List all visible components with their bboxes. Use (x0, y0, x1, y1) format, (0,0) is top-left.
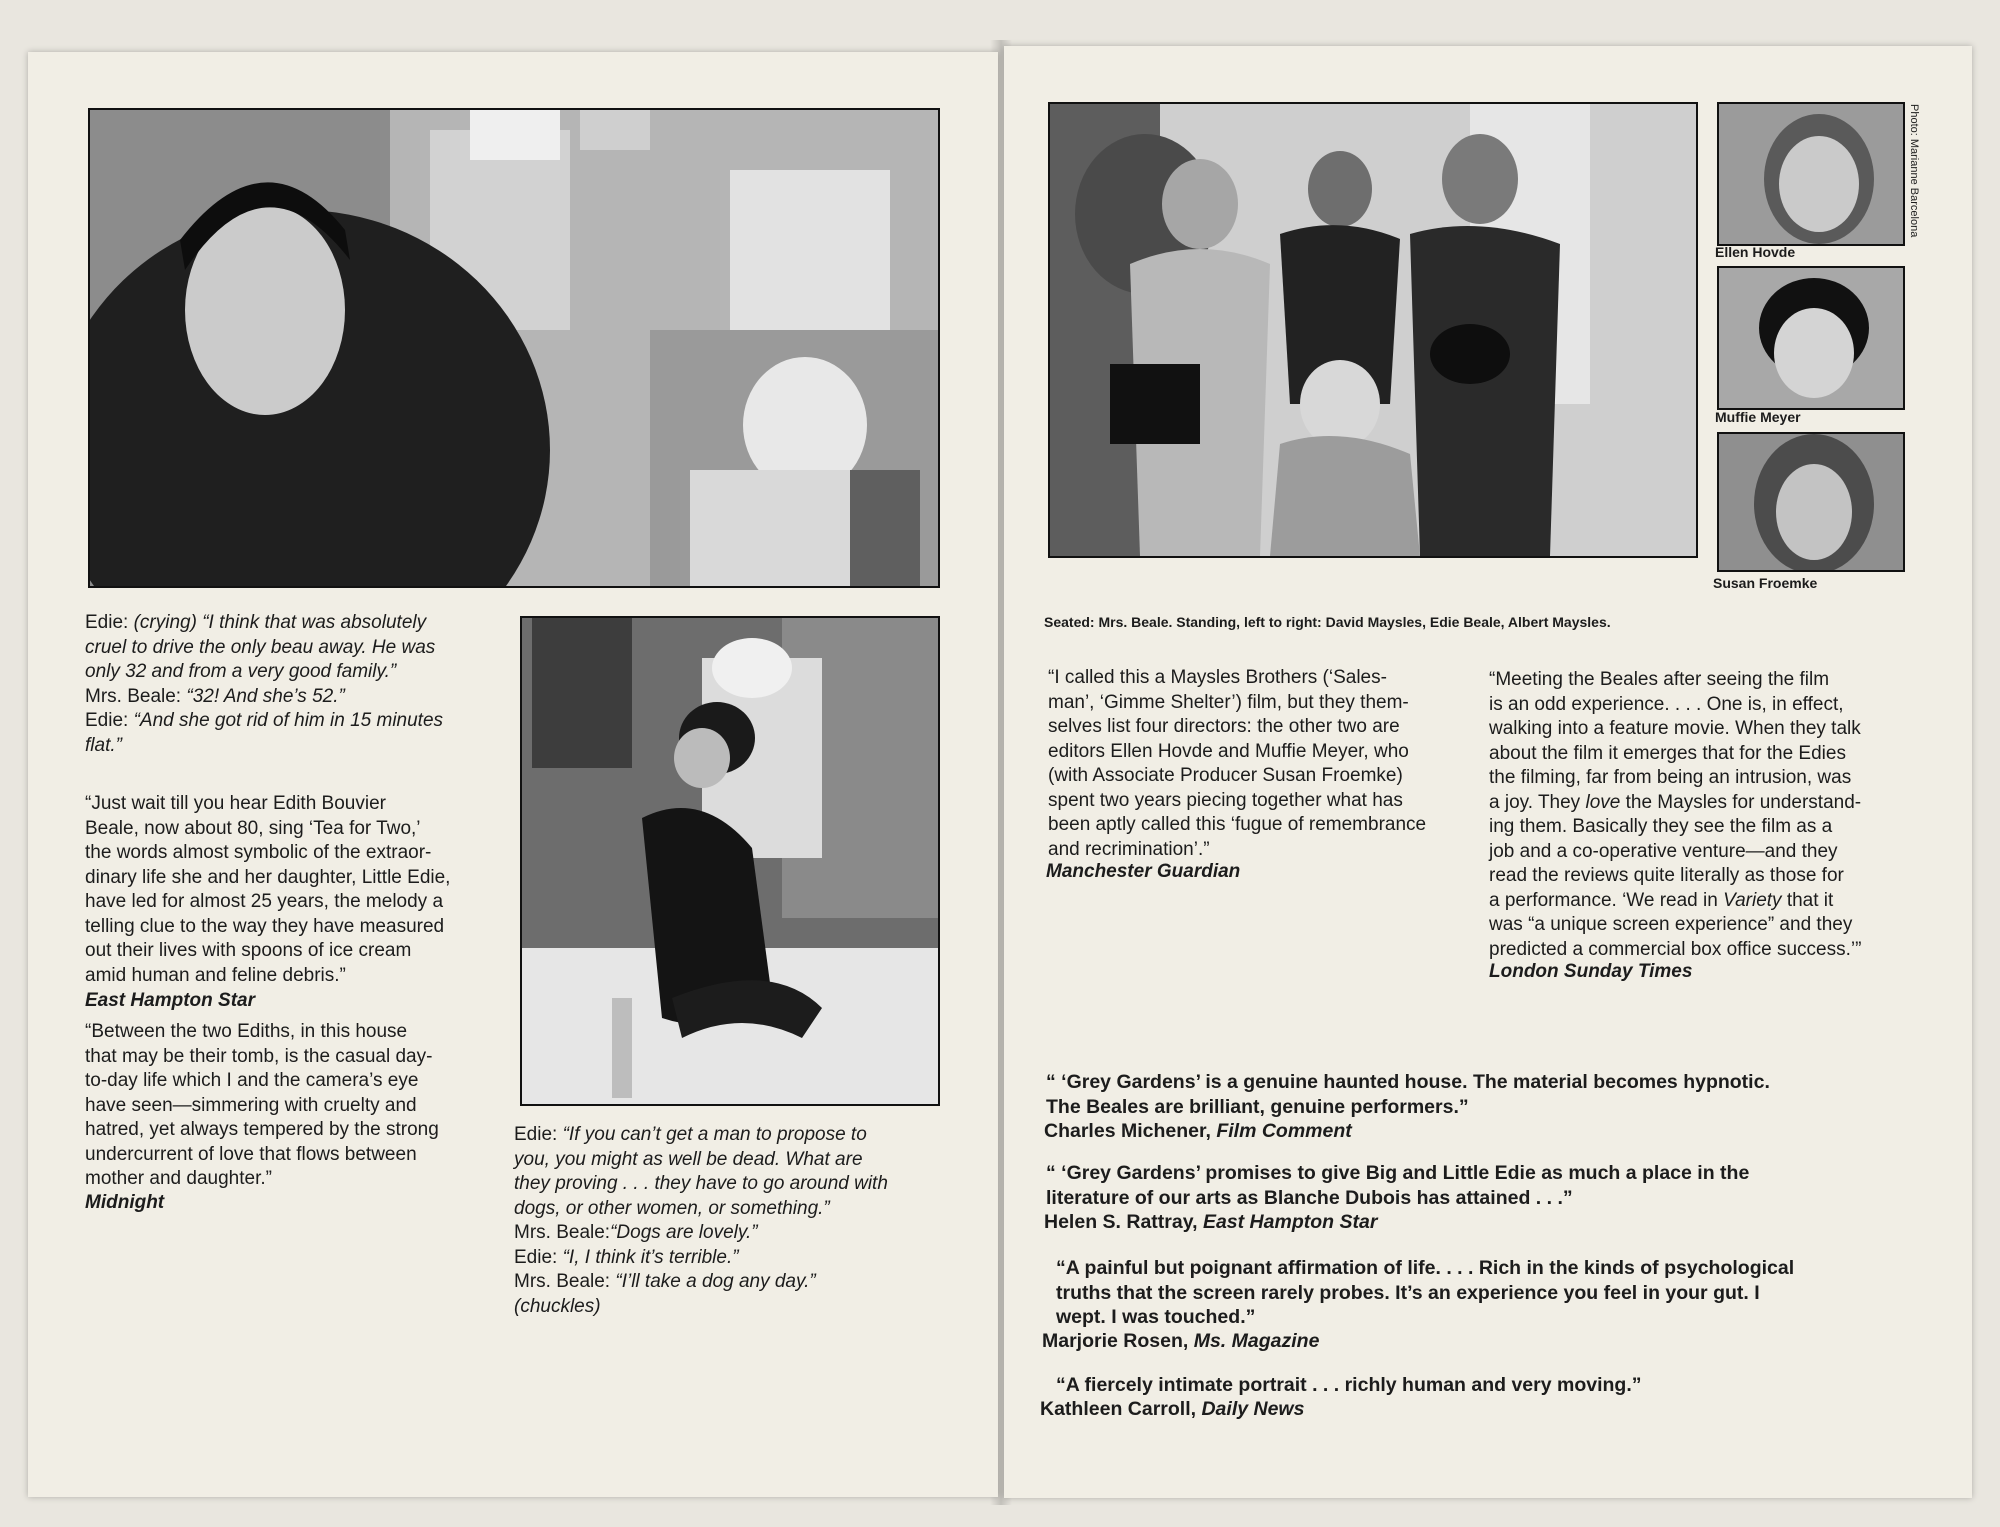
review-author: Helen S. Rattray, (1044, 1211, 1198, 1233)
quote-text: “Just wait till you hear Edith Bouvier Beale, now about 80, sing ‘Tea for Two,’ the words almost symbolic of the extraor- dinary life she and her daughter, Little Edie, have led for almost 25 years, the melody a telling clue to the way they have measured out their lives with spoons of ice cream amid human and feline debris.” (85, 793, 451, 986)
caption-bedroom-scene (85, 611, 485, 758)
quote-midnight (85, 1020, 465, 1192)
review-publication: Film Comment (1216, 1120, 1352, 1142)
quote-emphasis: Variety (1723, 889, 1782, 911)
quote-text: “I called this a Maysles Brothers (‘Sales- man’, ‘Gimme Shelter’) film, but they them- selves list four directors: the other two are editors Ellen Hovde and Muffie Meyer, who (with Associate Producer Susan Froemke) spent two years piecing together what has been aptly called this ‘fugue of remembrance and recrimination’.” (1048, 667, 1427, 860)
right-page (1004, 46, 1972, 1498)
caption-stage-direction: (crying) (133, 612, 197, 633)
photo-edie-and-mrs-beale-bedroom (88, 108, 940, 588)
caption-speaker: Edie: (85, 710, 129, 731)
caption-speaker: Edie: (514, 1124, 558, 1145)
review-blurb: “ ‘Grey Gardens’ promises to give Big and Little Edie as much a place in the literature of our arts as Blanche Dubois has attained . . .” (1046, 1162, 1750, 1209)
review-attribution (1044, 1119, 1352, 1143)
portrait-muffie-meyer (1717, 266, 1905, 410)
quote-text: “Meeting the Beales after seeing the film is an odd experience. . . . One is, in effect, walking into a feature movie. When they talk about the film it emerges that for the Edies the filming, far from being an intrusion, was a joy. They (1489, 669, 1861, 813)
left-page (28, 52, 998, 1497)
photo-edie-sitting-on-porch (520, 616, 940, 1106)
photo-credit: Photo: Marianne Barcelona (1908, 104, 1920, 238)
quote-text: “Between the two Ediths, in this house that may be their tomb, is the casual day- to-day life which I and the camera’s eye have seen—simmering with cruelty and hatred, yet always tempered by the strong undercurrent of love that flows between mother and daughter.” (85, 1021, 439, 1189)
caption-speaker: Edie: (85, 612, 129, 633)
caption-line: “And she got rid of him in 15 minutes flat.” (85, 710, 444, 756)
caption-porch-scene (514, 1123, 944, 1319)
review-attribution (1042, 1329, 1319, 1353)
quote-text: the Maysles for understand- ing them. Basically they see the film as a job and a co-operative venture—and they read the reviews quite literally as those for a performance. ‘We read in (1489, 791, 1862, 911)
caption-line: “32! And she’s 52.” (186, 685, 345, 707)
review-blurb: “A painful but poignant affirmation of life. . . . Rich in the kinds of psychological truths that the screen rarely probes. It’s an experience you feel in your gut. I wept. I was touched.” (1056, 1257, 1795, 1328)
caption-line: “I’ll take a dog any day.” (615, 1271, 816, 1292)
review-publication: Daily News (1201, 1398, 1305, 1420)
group-photo-caption: Seated: Mrs. Beale. Standing, left to right: David Maysles, Edie Beale, Albert Maysles. (1044, 614, 1611, 630)
caption-line: “Dogs are lovely.” (610, 1222, 758, 1243)
caption-speaker: Mrs. Beale: (514, 1222, 611, 1243)
caption-line: “If you can’t get a man to propose to you, you might as well be dead. What are they proving . . . they have to go around with dogs, or other women, or something.” (514, 1124, 888, 1219)
portrait-susan-froemke (1717, 432, 1905, 572)
portrait-name-label: Ellen Hovde (1715, 244, 1796, 260)
quote-source: Manchester Guardian (1046, 861, 1241, 882)
caption-line: “I, I think it’s terrible.” (562, 1246, 739, 1268)
quote-emphasis: love (1585, 791, 1621, 813)
quote-source: East Hampton Star (85, 990, 255, 1011)
review-author: Marjorie Rosen, (1042, 1330, 1189, 1352)
caption-speaker: Edie: (514, 1246, 558, 1268)
review-author: Charles Michener, (1044, 1120, 1211, 1142)
quote-text: that it was “a unique screen experience” and they predicted a commercial box office success.’” (1489, 889, 1862, 960)
portrait-name-label: Susan Froemke (1713, 575, 1818, 591)
quote-source: London Sunday Times (1489, 961, 1693, 982)
review-publication: East Hampton Star (1202, 1211, 1378, 1233)
review-author: Kathleen Carroll, (1040, 1398, 1197, 1420)
caption-speaker: Mrs. Beale: (85, 685, 182, 707)
review-blurb: “ ‘Grey Gardens’ is a genuine haunted house. The material becomes hypnotic. The Beales are brilliant, genuine performers.” (1046, 1071, 1770, 1118)
review-attribution (1040, 1397, 1304, 1421)
caption-stage-direction: (chuckles) (514, 1295, 601, 1317)
photo-group-maysles-and-beales (1048, 102, 1698, 558)
portrait-name-label: Muffie Meyer (1715, 409, 1801, 425)
quote-east-hampton-star (85, 792, 465, 988)
quote-source: Midnight (85, 1192, 165, 1213)
portrait-ellen-hovde (1717, 102, 1905, 246)
quote-london-sunday-times (1489, 668, 1939, 962)
caption-speaker: Mrs. Beale: (514, 1271, 611, 1292)
review-attribution (1044, 1210, 1377, 1234)
review-publication: Ms. Magazine (1193, 1330, 1320, 1352)
review-blurb: “A fiercely intimate portrait . . . richly human and very moving.” (1056, 1374, 1642, 1396)
quote-manchester-guardian (1048, 666, 1478, 862)
caption-line: “I think that was absolutely cruel to drive the only beau away. He was only 32 and from a very good family.” (85, 612, 436, 682)
